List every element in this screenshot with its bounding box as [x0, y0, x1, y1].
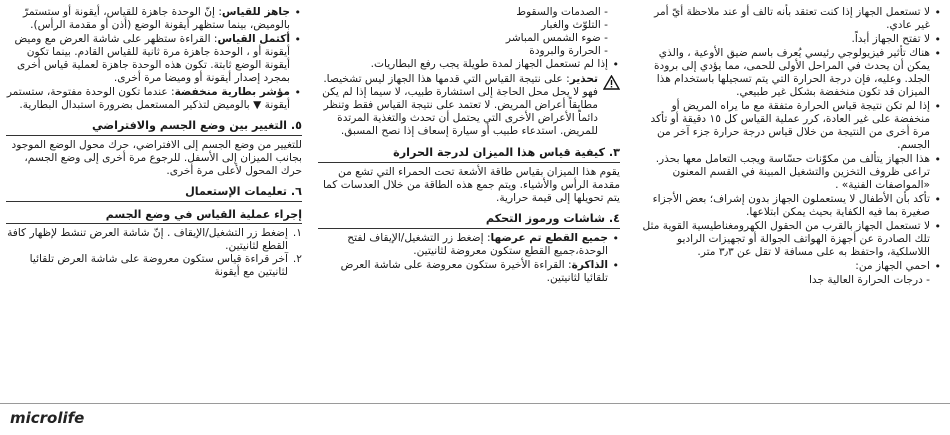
footer-divider: [0, 403, 950, 404]
warning-block: [318, 73, 620, 139]
bullet-text: هذا الجهاز يتألف من مكوّنات حسّاسة ويجب التعامل معها بحذر. تراعى ظروف التخزين والتشغيل المبينة في القسم المعنون «المواصفات الفنية» .: [655, 153, 930, 191]
item-text: : إنّ الوحدة جاهزة للقياس، أيقونة أو ستستمرّ بالوميض، بينما ستظهر أيقونة الوضع (أذن أو مقدمة الرأس).: [23, 6, 290, 31]
protect-item: - ضوء الشمس المباشر: [505, 32, 608, 44]
protect-item: - الصدمات والسقوط: [516, 6, 608, 18]
warning-body: : على نتيجة القياس التي قدمها هذا الجهاز ليس تشخيصا. فهو لا يحل محل الحاجة إلى استشارة طبيب، لا سيما إذا لم يكن مطابقاً أعراض المريض. لا تعتمد على نتيجة القياس فقط وتنظر دائماً الأعراض الأخرى التي يحتمل أن تحدث والتغذية المرتدة للمريض. استدعاء طبيب أو سيارة إسعاف إذا نصح المسبق.: [322, 73, 598, 137]
bullet-text: إذا لم تستعمل الجهاز لمدة طويلة يجب رفع البطاريات.: [370, 58, 608, 70]
column-left: [6, 6, 302, 279]
warning-bullet: [642, 47, 942, 99]
display-complete: [6, 33, 302, 85]
subsection-heading: إجراء عملية القياس في وضع الجسم: [6, 208, 302, 224]
display-all-segments: [318, 232, 620, 258]
warning-bullet: [642, 260, 942, 273]
item-label: الذاكرة: [571, 259, 608, 271]
warning-bullet: [642, 100, 942, 152]
protect-item: - التلوّث والغبار: [541, 19, 608, 31]
item-label: جميع القطع تم عرضها: [490, 232, 608, 244]
item-label: جاهز للقياس: [221, 6, 290, 18]
item-text: : القراءة ستظهر على شاشة العرض مع وميض أيقونة أو ، الوحدة جاهزة مرة ثانية للقياس القادم. بينما تكون أيقونة الوضع ثابتة. تكون هذه الوحدة جاهزة لعملية قياس أخرى بمجرد إصدار أيقونة أو وميضا مرة أخرى.: [14, 33, 290, 84]
warning-bullet: [642, 153, 942, 192]
section-5-text: للتغيير من وضع الجسم إلى الافتراضي، حرك محول الوضع الموجود بجانب الميزان إلى الأسفل. للرجوع مرة أخرى إلى وضع الجسم، حرك المحول لأعلى مرة أخرى.: [11, 139, 302, 177]
protect-item: - درجات الحرارة العالية جدا: [808, 274, 930, 286]
step-item: [6, 227, 302, 253]
bullet-text: لا تستعمل الجهاز إذا كنت تعتقد بأنه تالف أو عند ملاحظة أيّ أمر غير عادي.: [654, 6, 930, 31]
step-text: إضغط زر التشغيل/الإيقاف . إنّ شاشة العرض تنشط لإظهار كافة القطع لثانيتين.: [7, 227, 288, 252]
section-3-text: يقوم هذا الميزان بقياس طاقة الأشعة تحت الحمراء التي تشع من مقدمة الرأس والأشياء. ويتم جمع هذه الطاقة من خلال العدسات كما يتم تحويلها إلى قيمة حرارية.: [322, 166, 620, 204]
bullet-text: هناك تأثير فيزيولوجي رئيسي يُعرف باسم ضيق الأوعية ، والذي يمكن أن يحدث في المراحل الأولى للحمى، مما يؤدي إلى برودة الجلد. وعليه، فإن درجة الحرارة التي يتم تسجيلها باستخدام هذا الميزان قد تكون منخفضة بشكل غير طبيعي.: [654, 47, 930, 98]
warning-label: تحذير: [569, 73, 598, 85]
warning-bullet: [642, 220, 942, 259]
item-text: : عندما تكون الوحدة مفتوحة، ستستمر أيقونة ▼ بالوميض لتذكير المستعمل بضرورة استبدال البطارية.: [6, 86, 290, 111]
step-item: [6, 253, 302, 279]
warning-bullet: [642, 193, 942, 219]
item-label: مؤشر بطارية منخفضة: [174, 86, 290, 98]
warning-text: [318, 73, 598, 138]
display-memory: [318, 259, 620, 285]
column-right: [642, 6, 942, 287]
step-text: آخر قراءة قياس ستكون معروضة على شاشة العرض تلقائيا لثانيتين مع أيقونة: [29, 253, 288, 278]
item-text: : إضغط زر التشغيل/الإيقاف لفتح الوحدة،جميع القطع ستكون معروضة لثانيتين.: [347, 232, 608, 257]
step-number: ١.: [292, 227, 302, 239]
warning-bullet: [642, 33, 942, 46]
display-ready: [6, 6, 302, 32]
bullet-text: لا تفتح الجهاز أبداً.: [851, 33, 930, 45]
column-middle: [318, 6, 620, 286]
section-heading-6: ٦. تعليمات الإستعمال: [6, 185, 302, 202]
item-text: : القراءة الأخيرة ستكون معروضة على شاشة العرض تلقائيا لثانيتين.: [340, 259, 608, 284]
bullet-text: تأكد بأن الأطفال لا يستعملون الجهاز بدون إشراف؛ بعض الأجزاء صغيرة بما فيه الكفاية بحيث يمكن ابتلاعها.: [652, 193, 930, 218]
bullet-text: إذا لم تكن نتيجة قياس الحرارة متفقة مع ما يراه المريض أو منخفضة على غير العادة، كرر عملية القياس كل ١٥ دقيقة أو تأكد مرة أخرى من النتيجة من خلال قياس درجة حرارة جزء آخر من الجسم.: [650, 100, 930, 151]
protect-item: - الحرارة والبرودة: [529, 45, 608, 57]
brand-logo: microlife: [10, 409, 85, 427]
warning-bullet: [642, 6, 942, 32]
step-number: ٢.: [292, 253, 302, 265]
item-label: أكتمل القياس: [217, 33, 290, 45]
warning-triangle-icon: [603, 75, 620, 139]
bullet-text: احمي الجهاز من:: [855, 260, 930, 272]
bullet-text: لا تستعمل الجهاز بالقرب من الحقول الكهرومغناطيسية القوية مثل تلك الصادرة عن أجهزة الهواتف الجوالة أو تجهيزات الراديو اللاسلكية، واحتفظ به على مسافة لا تقل عن ٣٫٣ متر.: [642, 220, 930, 258]
section-heading-3: ٣. كيفية قياس هذا الميزان لدرجة الحرارة: [318, 146, 620, 163]
section-heading-4: ٤. شاشات ورموز التحكم: [318, 212, 620, 229]
display-low-battery: [6, 86, 302, 112]
battery-bullet: [318, 58, 620, 71]
section-heading-5: ٥. التغيير بين وضع الجسم والافتراضي: [6, 119, 302, 136]
